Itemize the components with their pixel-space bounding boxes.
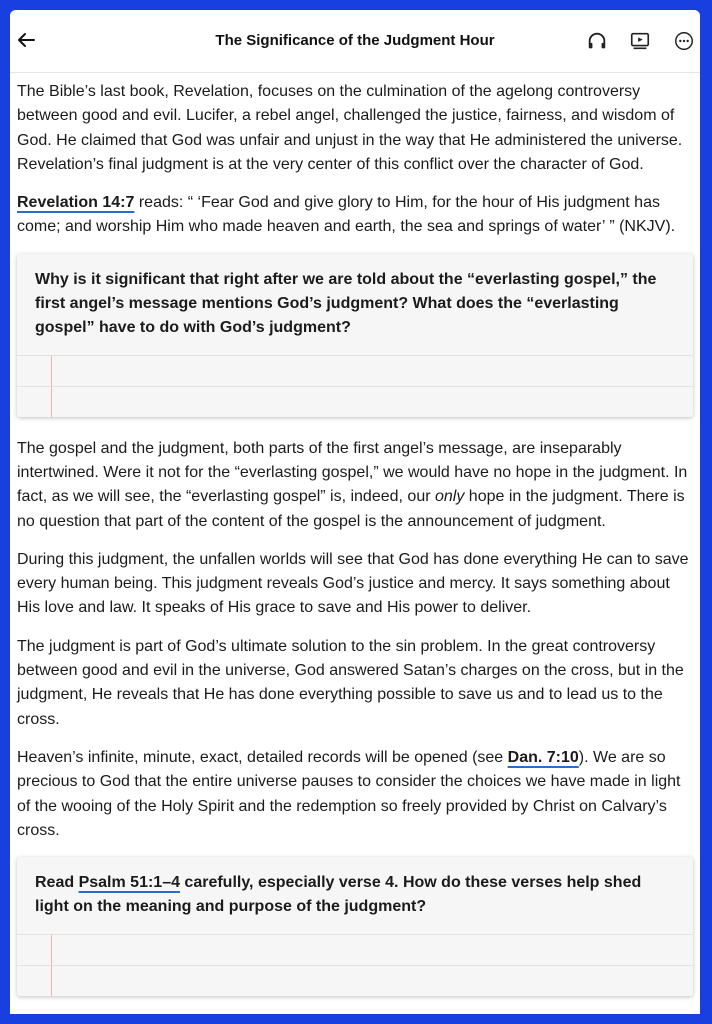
paragraph-unfallen-worlds: During this judgment, the unfallen worlds will see that God has done everything He can to save every human being. This judgment reveals God’s justice and mercy. It says something about His love and law. It speaks of His grace to save and His power to deliver. (17, 550, 689, 617)
question-text (17, 857, 693, 934)
bible-reference-link[interactable]: Psalm 51:1–4 (78, 874, 180, 892)
video-play-icon[interactable] (629, 30, 651, 52)
paragraph-text: Heaven’s infinite, minute, exact, detailed records will be opened (see (17, 748, 508, 766)
paragraph-gospel (17, 437, 693, 534)
headphones-icon[interactable] (586, 30, 608, 52)
app-window (10, 10, 700, 1014)
emphasis-text: only (434, 488, 465, 506)
paragraph-text: ). We are so precious to God that the entire universe pauses to consider the choices we have made in light of the wooing of the Holy Spirit and the redemption so freely provided by Christ on Calvary’s cross. (17, 748, 681, 839)
more-options-icon[interactable] (673, 30, 695, 52)
lesson-content (17, 80, 693, 1014)
question-card (17, 857, 693, 996)
back-arrow-icon[interactable] (14, 28, 38, 52)
paragraph-solution: The judgment is part of God’s ultimate solution to the sin problem. In the great controversy between good and evil in the universe, God answered Satan’s charges on the cross, but in the judgment, He reveals that He has done everything possible to save us and to lead us to the cross. (17, 637, 684, 728)
question-card (17, 254, 693, 417)
question-text-part: Read (35, 874, 79, 892)
paragraph-text: The gospel and the judgment, both parts of the first angel’s message, are inseparably intertwined. Were it not for the “everlasting gospel,” we would have no hope in the judgment. In fact, as we will see, the “everlasting gospel” is, indeed, our (17, 439, 688, 506)
paragraph-records (17, 746, 693, 843)
answer-note-field[interactable] (17, 355, 693, 386)
top-bar (10, 10, 700, 73)
paragraph-scripture (17, 191, 693, 240)
answer-note-field[interactable] (17, 386, 693, 417)
bible-reference-link[interactable]: Revelation 14:7 (17, 194, 135, 212)
answer-note-field[interactable] (17, 965, 693, 996)
bible-reference-link[interactable]: Dan. 7:10 (507, 748, 579, 766)
paragraph-text: reads: “ ‘Fear God and give glory to Him, for the hour of His judgment has come; and worship Him who made heaven and earth, the sea and springs of water’ ” (NKJV). (17, 194, 676, 236)
paragraph-intro: The Bible’s last book, Revelation, focuses on the culmination of the agelong controversy between good and evil. Lucifer, a rebel angel, challenged the justice, fairness, and wisdom of God. He claimed that God was unfair and unjust in the way that He administered the universe. Revelation’s final judgment is at the very center of this conflict over the character of God. (17, 83, 683, 173)
question-text: Why is it significant that right after we are told about the “everlasting gospel,” the first angel’s message mentions God’s judgment? What does the “everlasting gospel” have to do with God’s judgment? (35, 270, 657, 337)
paragraph-text: hope in the judgment. There is no question that part of the content of the gospel is the announcement of judgment. (17, 488, 685, 530)
question-text-part: carefully, especially verse 4. How do these verses help shed light on the meaning and purpose of the judgment? (35, 874, 642, 916)
page-title: The Significance of the Judgment Hour (215, 32, 495, 49)
answer-note-field[interactable] (17, 934, 693, 965)
